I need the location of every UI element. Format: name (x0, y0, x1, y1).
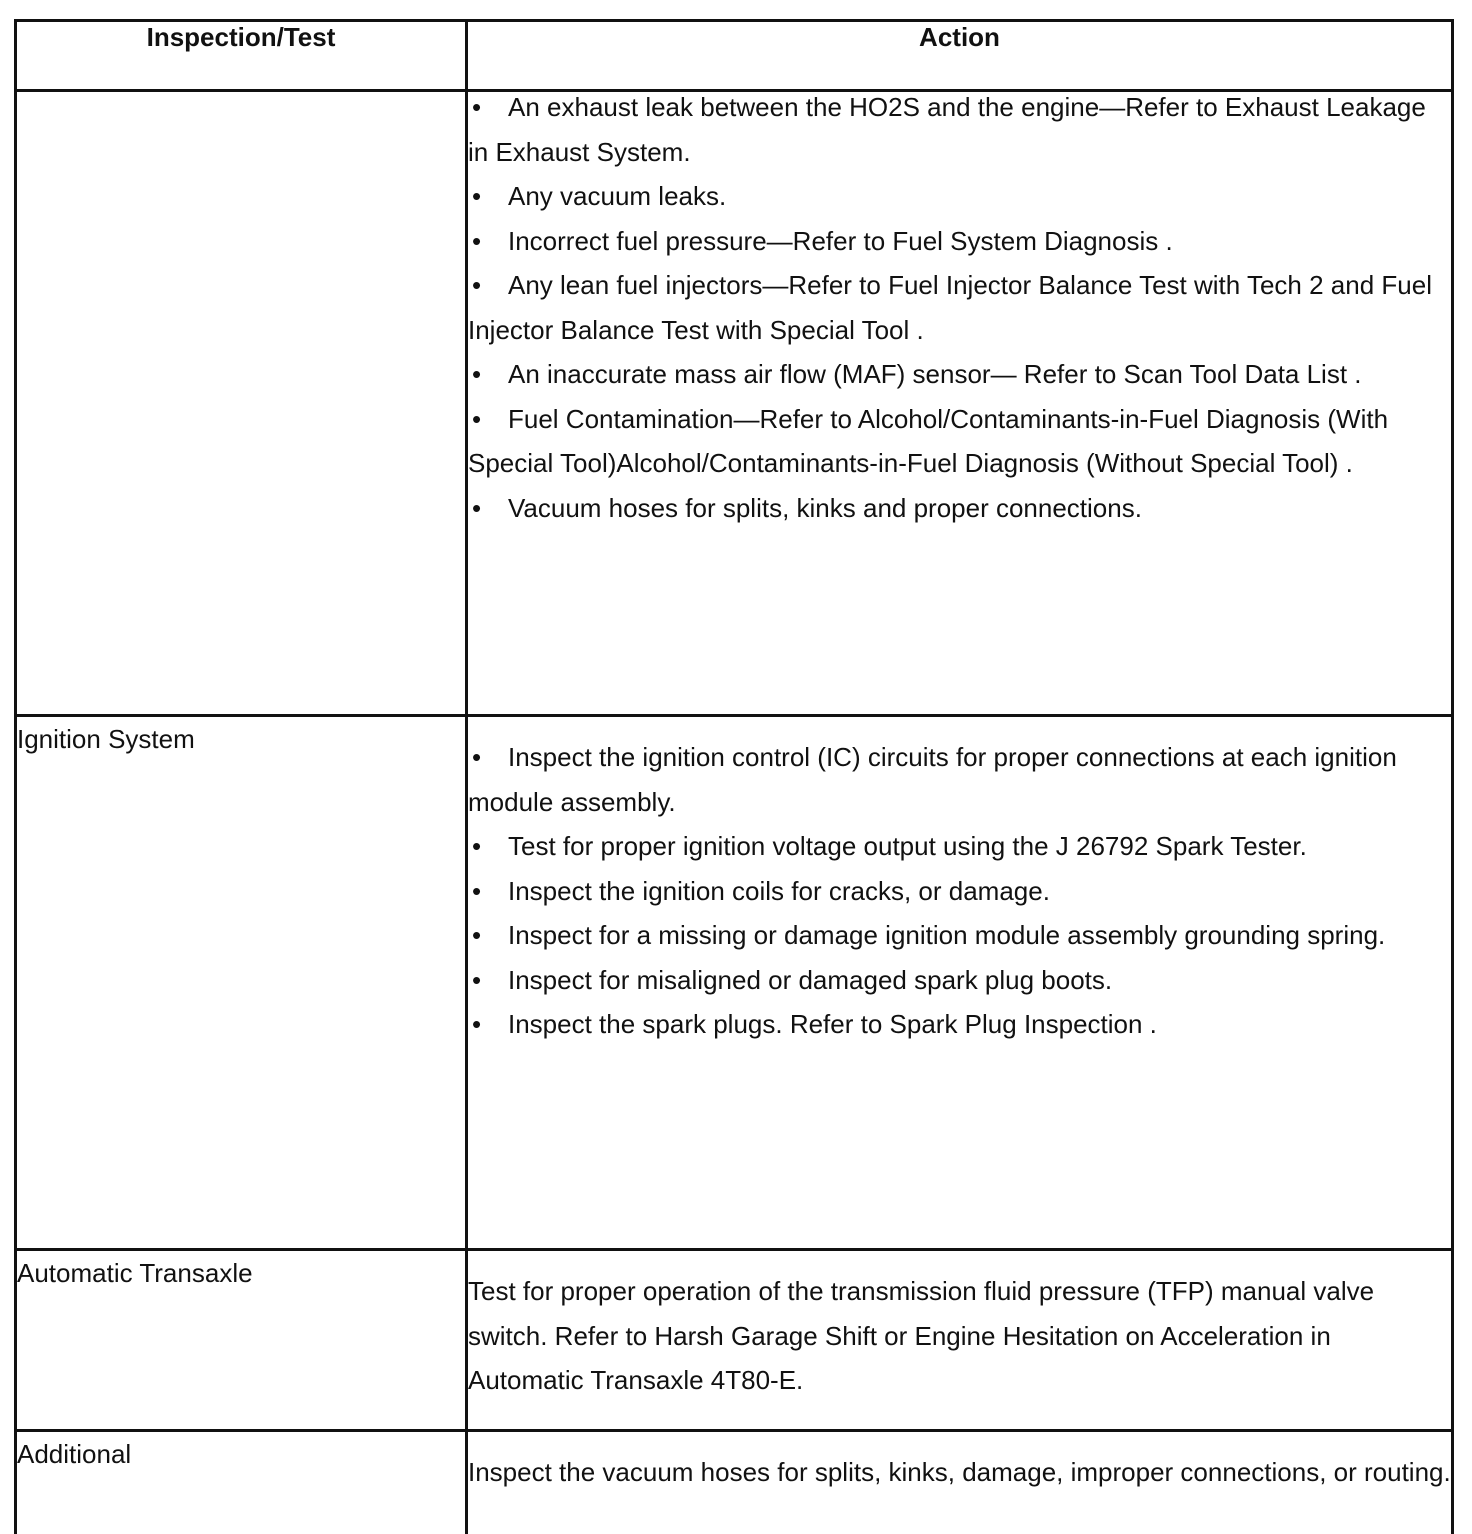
bullet-icon: • (472, 920, 482, 950)
list-item-text: Inspect for misaligned or damaged spark plug boots. (508, 964, 1113, 995)
bullet-icon: • (472, 225, 482, 256)
row-action: Inspect the vacuum hoses for splits, kinks, damage, improper connections, or routing. (467, 1431, 1453, 1534)
list-item (468, 263, 1451, 352)
header-action: Action (467, 21, 1453, 91)
list-item (468, 958, 1451, 1003)
bullet-icon: • (472, 181, 482, 211)
list-item-text: Any vacuum leaks. (508, 181, 727, 211)
list-item (468, 352, 1451, 397)
list-item (468, 486, 1451, 531)
list-item (468, 1002, 1451, 1047)
list-item-text: Inspect the spark plugs. Refer to Spark Plug Inspection . (508, 1009, 1157, 1039)
action-list (468, 735, 1451, 1047)
inspection-table (14, 19, 1454, 1534)
bullet-icon: • (472, 403, 482, 434)
bullet-icon: • (472, 1009, 482, 1039)
table-row (16, 1250, 1453, 1431)
table-header-row (16, 21, 1453, 91)
list-item-text: Inspect the ignition control (IC) circuits for proper connections at each ignition module assembly. (468, 742, 1397, 817)
bullet-icon: • (472, 831, 482, 861)
table-row (16, 91, 1453, 716)
bullet-icon: • (472, 875, 482, 906)
bullet-icon: • (472, 270, 482, 300)
table-row (16, 1431, 1453, 1534)
bullet-icon: • (472, 742, 482, 772)
list-item-text: Fuel Contamination—Refer to Alcohol/Contaminants-in-Fuel Diagnosis (With Special Tool)Alcohol/Contaminants-in-Fuel Diagnosis (Without Special Tool) . (468, 403, 1389, 478)
list-item (468, 735, 1451, 824)
list-item (468, 219, 1451, 264)
list-item-text: An exhaust leak between the HO2S and the engine—Refer to Exhaust Leakage in Exhaust System. (468, 92, 1426, 167)
header-inspection-test: Inspection/Test (16, 21, 467, 91)
bullet-icon: • (472, 359, 482, 389)
list-item-text: An inaccurate mass air flow (MAF) sensor— Refer to Scan Tool Data List . (508, 359, 1362, 389)
row-action: Test for proper operation of the transmission fluid pressure (TFP) manual valve switch. Refer to Harsh Garage Shift or Engine Hesitation on Acceleration in Automatic Transaxle 4T80-E. (467, 1250, 1453, 1431)
list-item (468, 824, 1451, 869)
list-item (468, 869, 1451, 914)
row-action (467, 716, 1453, 1250)
bullet-icon: • (472, 964, 482, 995)
bullet-icon: • (472, 492, 482, 523)
row-label (16, 91, 467, 716)
list-item (468, 397, 1451, 486)
action-list (468, 85, 1451, 530)
list-item-text: Vacuum hoses for splits, kinks and proper connections. (508, 492, 1142, 523)
list-item-text: Test for proper ignition voltage output using the J 26792 Spark Tester. (508, 831, 1307, 861)
list-item-text: Any lean fuel injectors—Refer to Fuel Injector Balance Test with Tech 2 and Fuel Injector Balance Test with Special Tool . (468, 270, 1432, 345)
list-item (468, 85, 1451, 174)
table-row (16, 716, 1453, 1250)
list-item (468, 913, 1451, 958)
row-label: Additional (16, 1431, 467, 1534)
row-action (467, 91, 1453, 716)
list-item-text: Incorrect fuel pressure—Refer to Fuel System Diagnosis . (508, 225, 1173, 256)
bullet-icon: • (472, 92, 482, 122)
list-item-text: Inspect for a missing or damage ignition module assembly grounding spring. (508, 920, 1386, 950)
row-label: Ignition System (16, 716, 467, 1250)
list-item-text: Inspect the ignition coils for cracks, or damage. (508, 875, 1050, 906)
row-label: Automatic Transaxle (16, 1250, 467, 1431)
list-item (468, 174, 1451, 219)
